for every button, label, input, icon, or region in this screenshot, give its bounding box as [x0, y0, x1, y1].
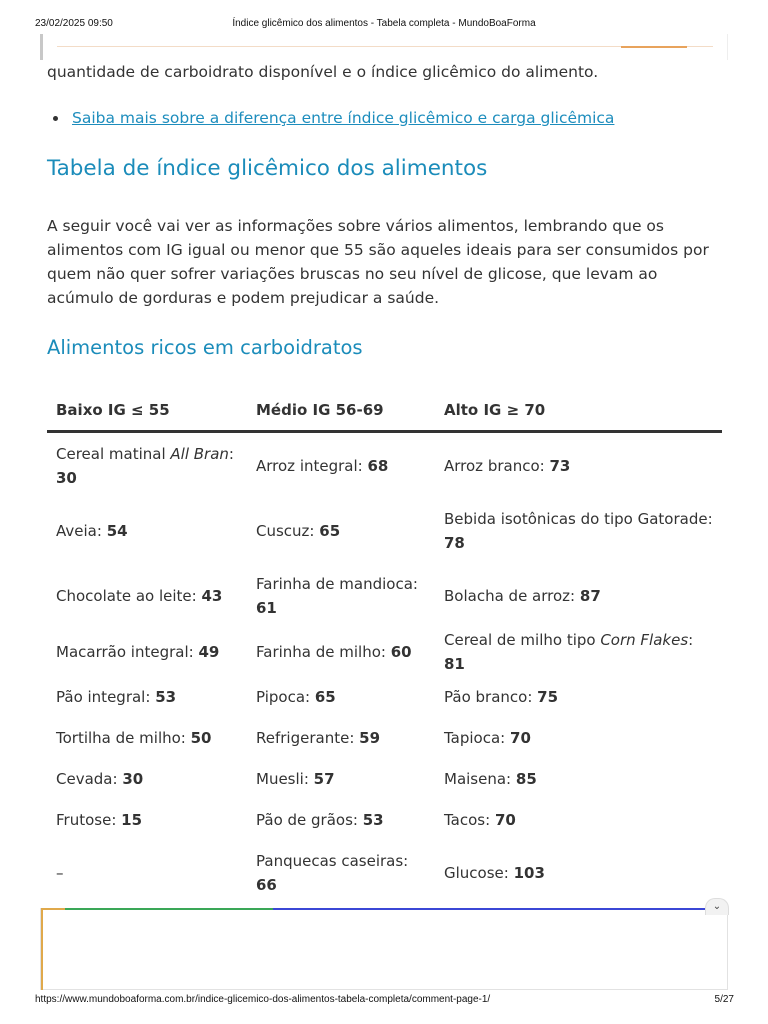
glycemic-value: 53: [362, 810, 384, 829]
food-name: Tacos:: [444, 810, 491, 829]
print-page-number: 5/27: [714, 994, 734, 1005]
food-name: Tortilha de milho:: [56, 728, 186, 747]
table-cell: [435, 840, 722, 905]
glycemic-value: 30: [56, 468, 77, 487]
table-cell: [47, 840, 247, 905]
table-cell: [47, 676, 247, 717]
glycemic-value: 49: [198, 643, 220, 661]
table-cell: [435, 432, 722, 499]
table-row: [47, 717, 722, 758]
bottom-ad-frame: [40, 908, 728, 990]
table-cell: [247, 758, 435, 799]
glycemic-value: 68: [367, 456, 389, 475]
glycemic-value: 87: [579, 586, 601, 605]
chevron-down-icon: ⌄: [712, 901, 722, 912]
bullet-icon: [53, 116, 58, 121]
body-paragraph: A seguir você vai ver as informações sobre vários alimentos, lembrando que os alimentos com IG igual ou menor que 55 são aqueles ideais para ser consumidos por quem não quer sofrer variações bruscas no seu nível de glicose, que levam ao acúmulo de gorduras e podem prejudicar a saúde.: [47, 217, 709, 307]
glycemic-value: 75: [537, 687, 559, 706]
glycemic-value: 103: [513, 863, 545, 882]
table-cell: [47, 432, 247, 499]
table-cell: [247, 628, 435, 676]
ad-bar-blue: [273, 908, 709, 910]
glycemic-index-table: [47, 390, 722, 905]
table-cell: [247, 676, 435, 717]
food-name: Farinha de mandioca:: [256, 574, 418, 593]
table-cell: [47, 563, 247, 628]
food-name: Pão branco:: [444, 687, 533, 706]
glycemic-value: 65: [314, 687, 336, 706]
table-cell: [435, 799, 722, 840]
food-name: Refrigerante:: [256, 728, 355, 747]
food-name: Bolacha de arroz:: [444, 586, 576, 605]
glycemic-value: 65: [319, 521, 341, 540]
glycemic-value: 30: [122, 769, 144, 788]
table-cell: [247, 563, 435, 628]
glycemic-value: 73: [549, 456, 571, 475]
ad-bar-green: [65, 908, 273, 910]
glycemic-value: 59: [359, 728, 381, 747]
table-row: [47, 628, 722, 676]
food-name: Pão de grãos:: [256, 810, 358, 829]
table-cell: [247, 799, 435, 840]
glycemic-value: 54: [106, 521, 128, 540]
table-cell: [47, 628, 247, 676]
glycemic-value: 50: [190, 728, 212, 747]
intro-paragraph: quantidade de carboidrato disponível e o índice glicêmico do alimento.: [47, 63, 599, 81]
glycemic-value: 60: [390, 643, 412, 661]
column-header-low: Baixo IG ≤ 55: [47, 390, 247, 432]
table-row: [47, 498, 722, 563]
top-ad-frame: [40, 34, 728, 60]
table-cell: [247, 840, 435, 905]
column-header-high: Alto IG ≥ 70: [435, 390, 722, 432]
ad-bar-orange: [41, 908, 65, 910]
food-name: Muesli:: [256, 769, 309, 788]
food-name: Frutose:: [56, 810, 117, 829]
food-name: Cuscuz:: [256, 521, 315, 540]
related-link[interactable]: Saiba mais sobre a diferença entre índice glicêmico e carga glicêmica: [72, 109, 615, 127]
food-name: Tapioca:: [444, 728, 506, 747]
glycemic-value: 66: [256, 875, 277, 894]
food-name: Cevada:: [56, 769, 118, 788]
glycemic-value: 57: [313, 769, 335, 788]
table-cell: [47, 717, 247, 758]
glycemic-value: 61: [256, 598, 277, 617]
table-cell: [435, 628, 722, 676]
section-heading: Tabela de índice glicêmico dos alimentos: [47, 156, 488, 181]
glycemic-value: 15: [121, 810, 143, 829]
food-name: Aveia:: [56, 521, 102, 540]
table-row: [47, 676, 722, 717]
column-header-medium: Médio IG 56-69: [247, 390, 435, 432]
table-row: [47, 840, 722, 905]
table-row: [47, 758, 722, 799]
food-name: Bebida isotônicas do tipo Gatorade:: [444, 509, 713, 528]
food-name: Farinha de milho:: [256, 643, 386, 661]
food-name: Maisena:: [444, 769, 512, 788]
glycemic-value: 81: [444, 655, 465, 673]
table-row: [47, 432, 722, 499]
table-cell: [435, 563, 722, 628]
table-cell: [435, 498, 722, 563]
food-name: Arroz integral:: [256, 456, 363, 475]
food-name-italic: Corn Flakes: [600, 631, 689, 649]
table-row: [47, 799, 722, 840]
print-url: https://www.mundoboaforma.com.br/indice-glicemico-dos-alimentos-tabela-completa/comment-page-1/: [35, 994, 491, 1005]
table-cell: [247, 498, 435, 563]
table-header-row: [47, 390, 722, 432]
ad-close-button[interactable]: [705, 898, 729, 915]
ad-divider: [57, 46, 713, 47]
food-name: Arroz branco:: [444, 456, 545, 475]
table-body: [47, 432, 722, 906]
food-name: Pão integral:: [56, 687, 151, 706]
table-cell: [435, 676, 722, 717]
food-name: Cereal de milho tipo: [444, 631, 601, 649]
print-header: [0, 0, 768, 34]
glycemic-value: 70: [510, 728, 531, 747]
food-name: Macarrão integral:: [56, 643, 194, 661]
subsection-heading: Alimentos ricos em carboidratos: [47, 336, 363, 359]
glycemic-value: 70: [494, 810, 516, 829]
ad-progress-mark: [621, 46, 687, 48]
table-row: [47, 563, 722, 628]
table-cell: [247, 432, 435, 499]
food-name: Glucose:: [444, 863, 509, 882]
table-cell: [435, 717, 722, 758]
food-name-suffix: :: [688, 631, 694, 649]
food-name: Panquecas caseiras:: [256, 851, 409, 870]
table-cell: [47, 758, 247, 799]
print-page-title: Índice glicêmico dos alimentos - Tabela completa - MundoBoaForma: [232, 18, 536, 29]
print-timestamp: 23/02/2025 09:50: [35, 18, 113, 29]
table-cell: [47, 799, 247, 840]
glycemic-value: 53: [155, 687, 177, 706]
food-name: Cereal matinal: [56, 444, 171, 463]
glycemic-value: 43: [201, 586, 223, 605]
food-name: Pipoca:: [256, 687, 311, 706]
food-name-italic: All Bran: [170, 444, 229, 463]
glycemic-value: 78: [444, 533, 465, 552]
food-name: –: [56, 863, 64, 882]
glycemic-value: 85: [515, 769, 537, 788]
table-cell: [435, 758, 722, 799]
food-name: Chocolate ao leite:: [56, 586, 197, 605]
table-cell: [47, 498, 247, 563]
table-cell: [247, 717, 435, 758]
ad-left-border: [41, 908, 43, 990]
food-name-suffix: :: [228, 444, 234, 463]
related-link-item: [47, 106, 614, 130]
